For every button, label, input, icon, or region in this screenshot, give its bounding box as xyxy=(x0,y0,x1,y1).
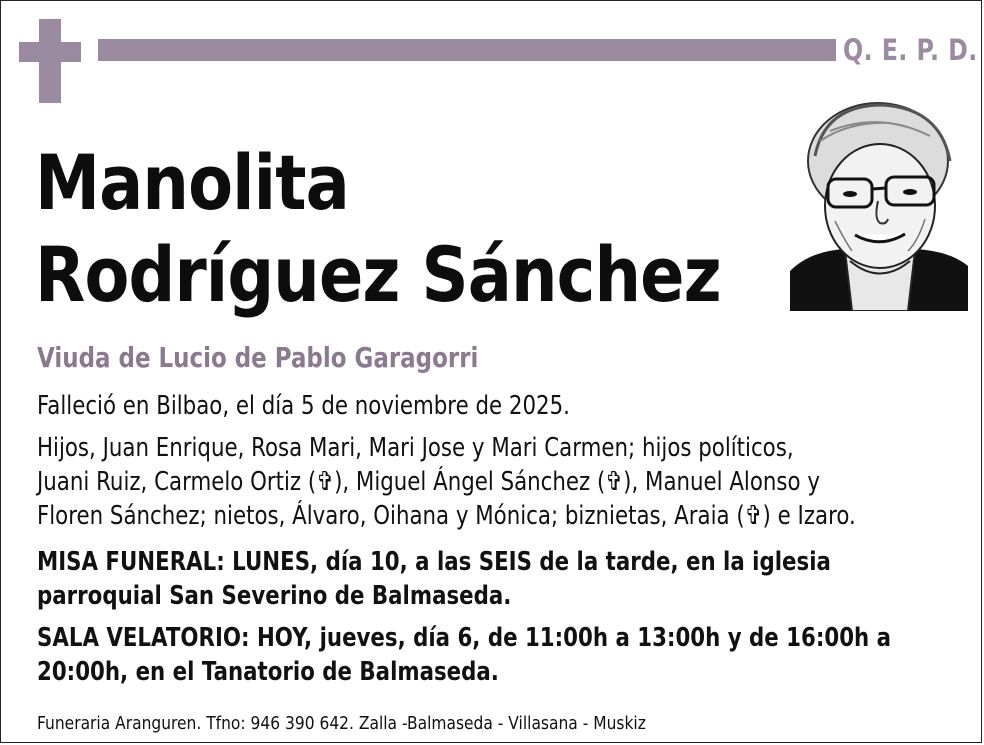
funeral-mass-info xyxy=(37,545,923,613)
family-line: Floren Sánchez; nietos, Álvaro, Oihana y Mónica; biznietas, Araia (✞) e Izaro. xyxy=(37,501,856,531)
death-statement: Falleció en Bilbao, el día 5 de noviembre de 2025. xyxy=(37,391,570,421)
wake-line: 20:00h, en el Tanatorio de Balmaseda. xyxy=(37,657,499,687)
family-line: Hijos, Juan Enrique, Rosa Mari, Mari Jose y Mari Carmen; hijos políticos, xyxy=(37,433,794,463)
portrait-photo xyxy=(790,101,968,311)
wake-room-info xyxy=(37,621,923,689)
deceased-name xyxy=(35,137,795,321)
wake-line: SALA VELATORIO: HOY, jueves, día 6, de 11:00h a 13:00h y de 16:00h a xyxy=(37,623,892,653)
family-line: Juani Ruiz, Carmelo Ortiz (✞), Miguel Ángel Sánchez (✞), Manuel Alonso y xyxy=(37,467,820,497)
latin-cross-icon xyxy=(19,19,81,103)
mass-line: MISA FUNERAL: LUNES, día 10, a las SEIS de la tarde, en la iglesia xyxy=(37,547,831,577)
first-name: Manolita xyxy=(35,138,349,227)
widow-of: Viuda de Lucio de Pablo Garagorri xyxy=(37,341,479,374)
qepd-label: Q. E. P. D. xyxy=(843,33,978,67)
header-bar xyxy=(98,39,836,61)
mass-line: parroquial San Severino de Balmaseda. xyxy=(37,581,512,611)
funeral-home-footer: Funeraria Aranguren. Tfno: 946 390 642. Zalla -Balmaseda - Villasana - Muskiz xyxy=(37,713,646,734)
family-list xyxy=(37,431,923,533)
surnames: Rodríguez Sánchez xyxy=(35,230,721,319)
